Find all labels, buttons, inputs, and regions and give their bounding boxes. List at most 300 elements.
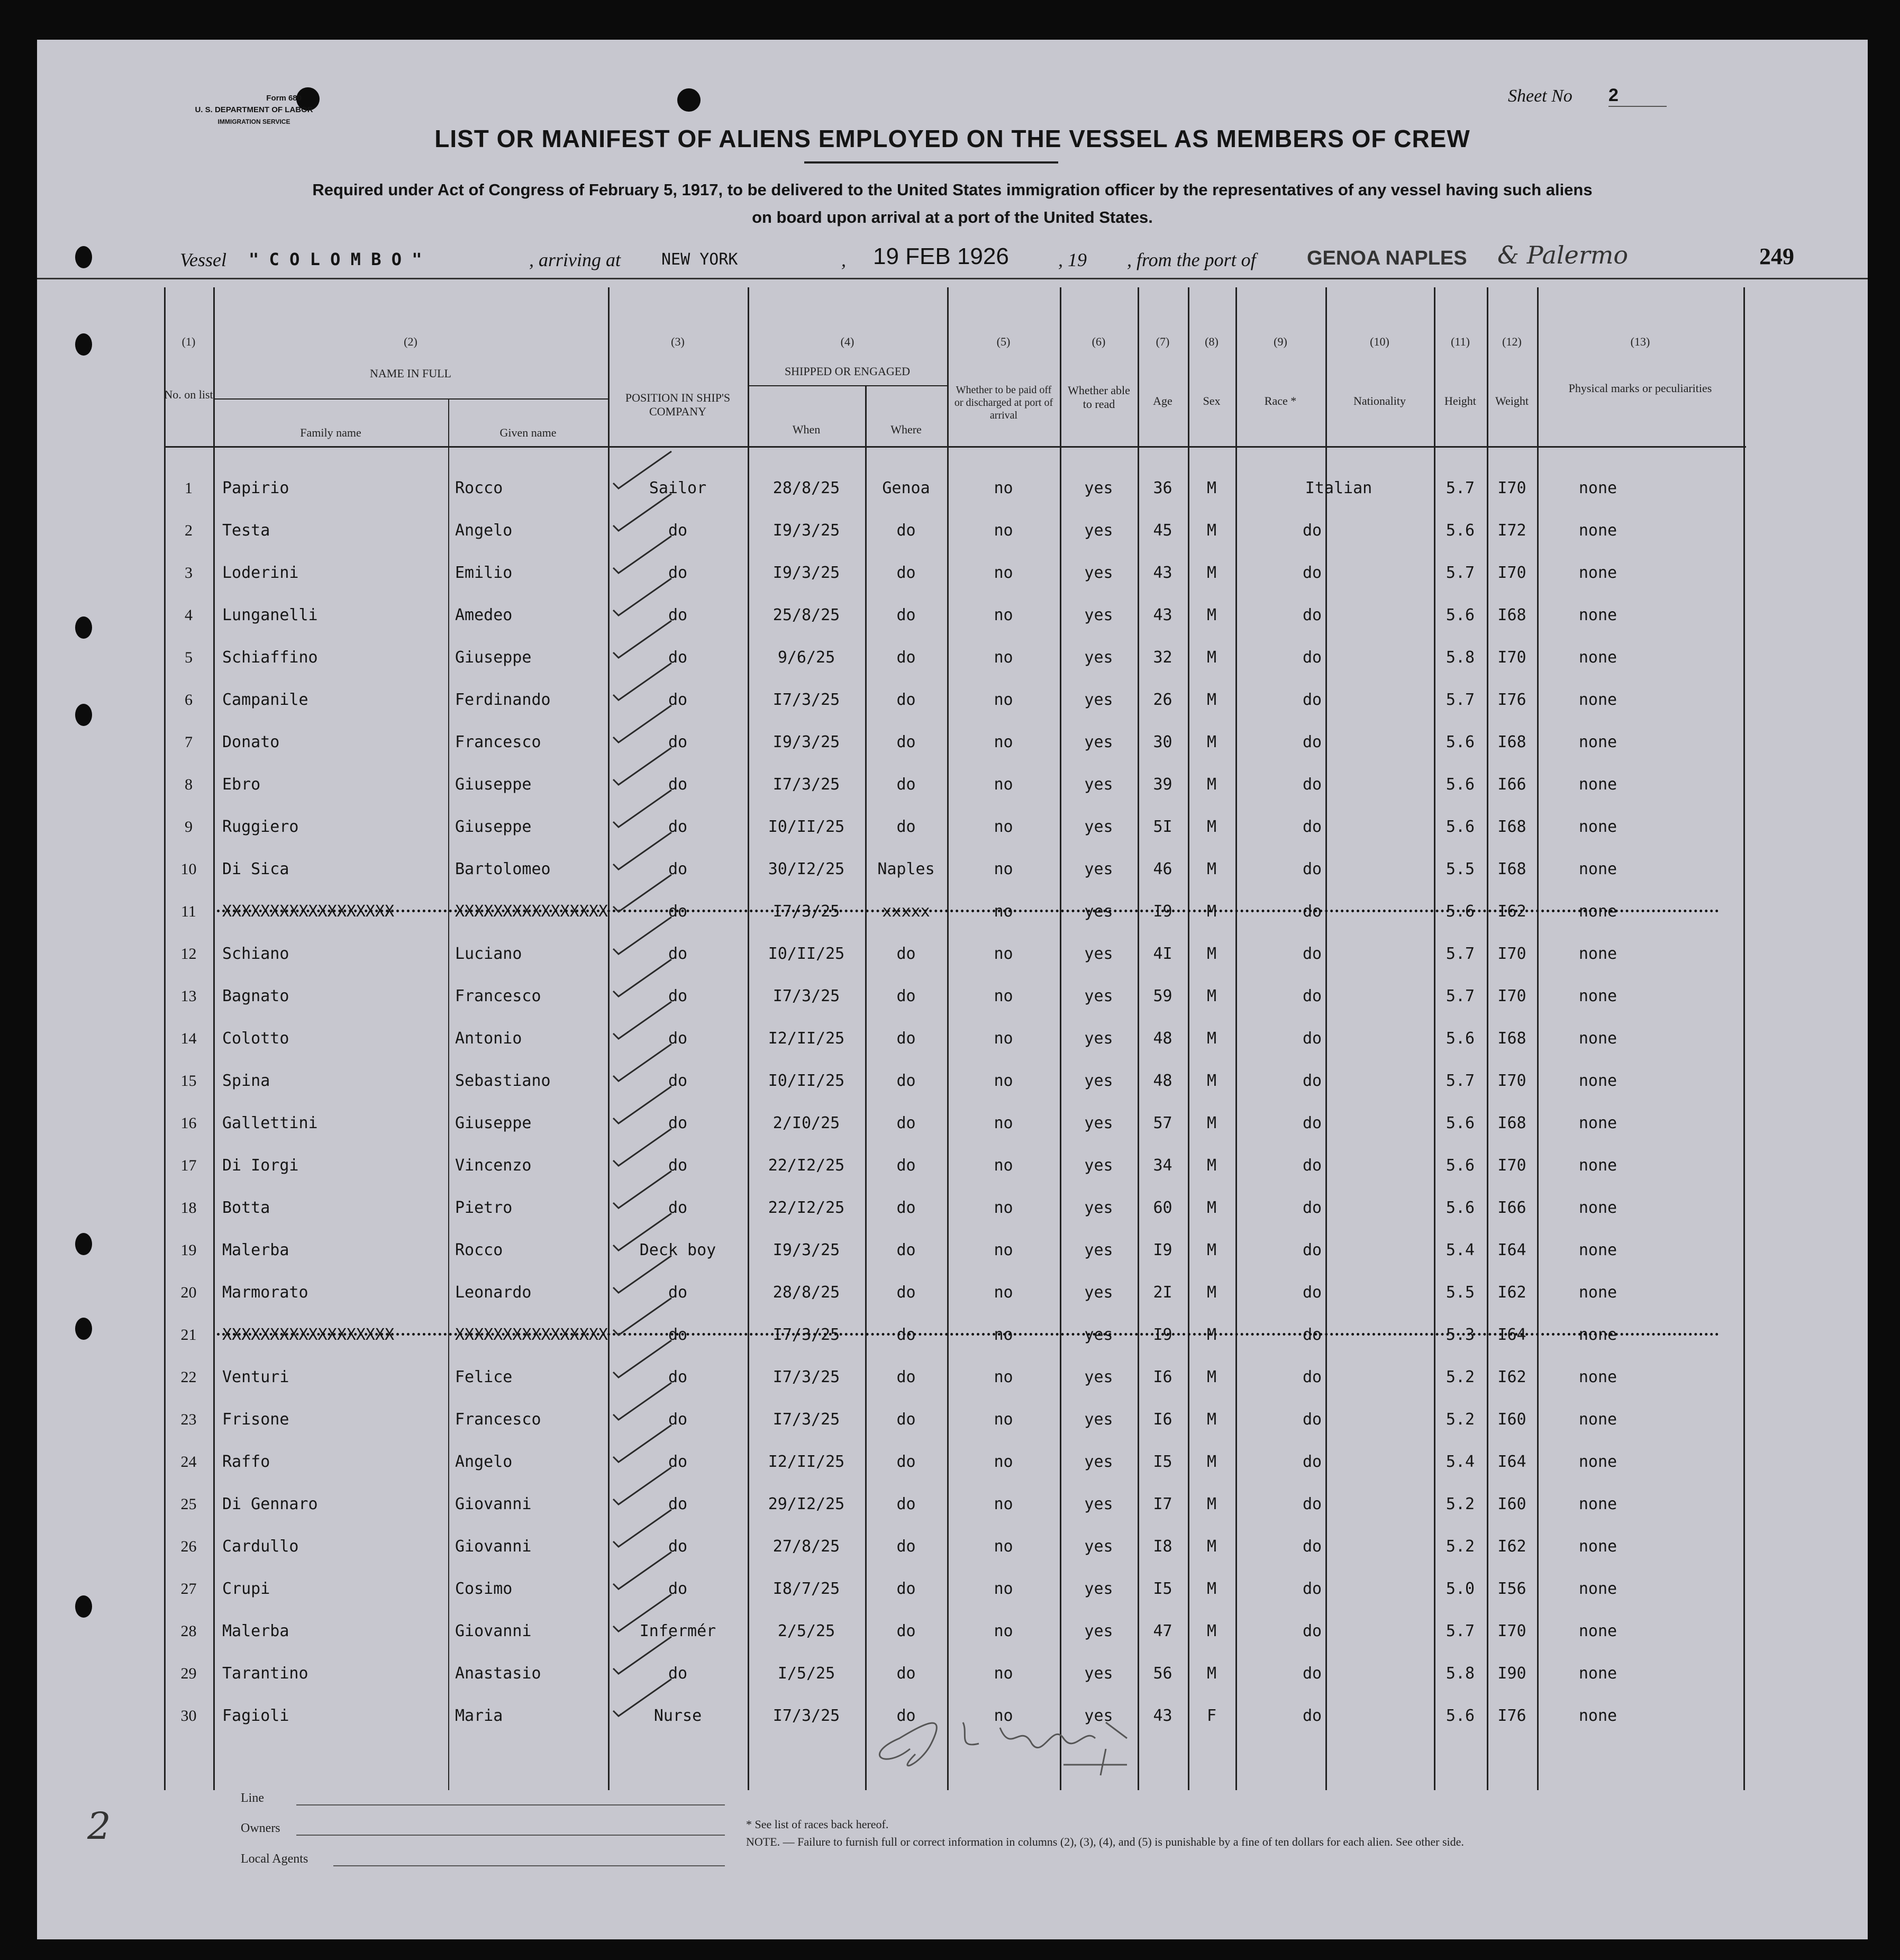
family-name: Papirio [222,479,289,497]
able-to-read: yes [1084,691,1113,709]
physical-marks: none [1578,1453,1617,1471]
family-name: Spina [222,1072,270,1090]
physical-marks: none [1578,987,1617,1005]
shipped-where: do [896,1495,916,1513]
physical-marks: none [1578,1707,1617,1725]
physical-marks: none [1578,1156,1617,1175]
sex: M [1206,648,1217,667]
weight: I64 [1497,1241,1526,1259]
paid-off: no [994,818,1013,836]
race: do [1302,1283,1322,1302]
physical-marks: none [1578,606,1617,624]
paid-off: no [994,1410,1013,1429]
physical-marks: none [1578,1580,1617,1598]
position: do [668,1072,688,1090]
able-to-read: yes [1084,775,1113,794]
from-label: , from the port of [1127,249,1256,270]
height: 5.3 [1446,1326,1475,1344]
age: 45 [1153,521,1172,540]
weight: I66 [1497,775,1526,794]
row-number: 28 [180,1622,197,1640]
footer-owners-rule [296,1835,725,1836]
shipped-where: do [896,606,916,624]
family-name: Malerba [222,1622,289,1640]
race: do [1302,1156,1322,1175]
able-to-read: yes [1084,1580,1113,1598]
row-number: 7 [185,733,193,751]
given-name: Amedeo [455,606,513,624]
row-number: 3 [185,564,193,582]
age: 56 [1153,1664,1172,1683]
shipped-when: 2/I0/25 [772,1114,840,1132]
position: do [668,691,688,709]
colnum-10: (10) [1370,335,1389,348]
table-row [164,510,1746,552]
table-row [164,637,1746,679]
row-number: 18 [180,1199,197,1217]
shipped-where: do [896,775,916,794]
height: 5.2 [1446,1537,1475,1556]
given-name: Antonio [455,1029,522,1048]
family-name: Di Sica [222,860,289,878]
position: do [668,1368,688,1386]
shipped-when: 2/5/25 [777,1622,835,1640]
position: Infermér [639,1622,716,1640]
crew-table [164,287,1746,1790]
shipped-when: 9/6/25 [777,648,835,667]
position: do [668,1029,688,1048]
colnum-1: (1) [181,335,196,348]
given-name: Felice [455,1368,513,1386]
sex: M [1206,1410,1217,1429]
race: do [1302,733,1322,751]
shipped-when: I2/II/25 [768,1453,845,1471]
sheet-label: Sheet No [1508,86,1572,106]
physical-marks: none [1578,564,1617,582]
family-name: Schiano [222,945,289,963]
shipped-when: I7/3/25 [772,1707,840,1725]
date-prefix: , [841,249,846,270]
age: 5I [1153,818,1172,836]
table-row [164,933,1746,975]
able-to-read: yes [1084,648,1113,667]
footer-agents-rule [333,1865,725,1866]
sex: M [1206,1368,1217,1386]
weight: I70 [1497,1072,1526,1090]
row-number: 19 [180,1241,197,1259]
header-age: Age [1153,394,1172,407]
race: do [1302,1622,1322,1640]
able-to-read: yes [1084,521,1113,540]
age: 43 [1153,564,1172,582]
age: 60 [1153,1199,1172,1217]
weight: I62 [1497,1537,1526,1556]
header-paid-off: Whether to be paid off or discharged at port of arrival [954,384,1053,421]
age: 34 [1153,1156,1172,1175]
physical-marks: none [1578,775,1617,794]
colnum-3: (3) [671,335,685,348]
shipped-where: do [896,1580,916,1598]
paid-off: no [994,648,1013,667]
given-name: Sebastiano [455,1072,551,1090]
table-row [164,594,1746,637]
age: I8 [1153,1537,1172,1556]
race: do [1302,1664,1322,1683]
paid-off: no [994,987,1013,1005]
weight: I66 [1497,1199,1526,1217]
shipped-where: do [896,1156,916,1175]
check-mark [613,536,671,573]
shipped-where: Genoa [882,479,930,497]
shipped-where: do [896,1326,916,1344]
race: do [1302,818,1322,836]
weight: I70 [1497,987,1526,1005]
family-name: Raffo [222,1453,270,1471]
able-to-read: yes [1084,1072,1113,1090]
able-to-read: yes [1084,1199,1113,1217]
family-name: Schiaffino [222,648,318,667]
check-mark [613,1171,671,1208]
race: do [1302,606,1322,624]
sex: M [1206,606,1217,624]
check-mark [613,1594,671,1631]
age: I9 [1153,1241,1172,1259]
row-number: 26 [180,1538,197,1555]
weight: I62 [1497,1283,1526,1302]
footer-owners-label: Owners [241,1821,280,1835]
shipped-where: do [896,987,916,1005]
family-name: Malerba [222,1241,289,1259]
paid-off: no [994,1114,1013,1132]
given-name: Maria [455,1707,503,1725]
physical-marks: none [1578,1326,1617,1344]
signature-scribble [831,1691,1254,1796]
race: do [1302,902,1322,921]
shipped-where: Naples [877,860,935,878]
shipped-when: I9/3/25 [772,564,840,582]
weight: I70 [1497,648,1526,667]
check-mark [613,578,671,615]
race: do [1302,564,1322,582]
footer-line-rule [296,1804,725,1805]
sex: M [1206,1622,1217,1640]
header-shipped: SHIPPED OR ENGAGED [784,365,911,378]
table-row [164,1187,1746,1229]
paid-off: no [994,1241,1013,1259]
physical-marks: none [1578,1537,1617,1556]
shipped-where: do [896,1029,916,1048]
given-name: Emilio [455,564,513,582]
given-name: Bartolomeo [455,860,551,878]
position: do [668,1410,688,1429]
age: 46 [1153,860,1172,878]
check-mark [613,1129,671,1166]
race: do [1302,1495,1322,1513]
weight: I68 [1497,818,1526,836]
date-stamp: 19 FEB 1926 [873,243,1009,269]
height: 5.6 [1446,1199,1475,1217]
family-name: Colotto [222,1029,289,1048]
height: 5.0 [1446,1580,1475,1598]
physical-marks: none [1578,1029,1617,1048]
able-to-read: yes [1084,987,1113,1005]
binder-hole [75,1233,92,1255]
able-to-read: yes [1084,1453,1113,1471]
paid-off: no [994,1537,1013,1556]
age: 57 [1153,1114,1172,1132]
physical-marks: none [1578,1368,1617,1386]
paid-off: no [994,1707,1013,1725]
footer-race-note: * See list of races back hereof. [746,1818,889,1831]
binder-hole [75,704,92,726]
binder-hole [75,616,92,639]
age: 43 [1153,606,1172,624]
weight: I64 [1497,1453,1526,1471]
title-underline [804,161,1058,164]
binder-hole [75,333,92,356]
colnum-5: (5) [996,335,1011,348]
check-mark [613,1086,671,1123]
family-name: Tarantino [222,1664,308,1683]
shipped-when: I7/3/25 [772,902,840,921]
race: do [1302,775,1322,794]
age: 48 [1153,1072,1172,1090]
position: Sailor [649,479,707,497]
row-number: 27 [180,1580,197,1598]
check-mark [613,1213,671,1250]
paid-off: no [994,1029,1013,1048]
position: do [668,1156,688,1175]
header-nationality: Nationality [1353,394,1406,407]
family-name: Lunganelli [222,606,318,624]
race: do [1302,1453,1322,1471]
position: do [668,775,688,794]
sex: M [1206,1029,1217,1048]
given-name: Rocco [455,1241,503,1259]
family-name: Cardullo [222,1537,299,1556]
row-number: 10 [180,860,197,878]
sheet-number: 2 [1608,85,1667,107]
shipped-where: do [896,945,916,963]
weight: I56 [1497,1580,1526,1598]
height: 5.5 [1446,860,1475,878]
shipped-where: do [896,1283,916,1302]
shipped-when: 22/I2/25 [768,1156,845,1175]
shipped-where: do [896,1453,916,1471]
age: I6 [1153,1410,1172,1429]
position: do [668,1199,688,1217]
shipped-when: I/5/25 [777,1664,835,1683]
shipped-where: do [896,1368,916,1386]
check-marks [608,446,748,1790]
table-row [164,1526,1746,1568]
height: 5.6 [1446,775,1475,794]
paid-off: no [994,1495,1013,1513]
position: do [668,860,688,878]
check-mark [613,1044,671,1081]
able-to-read: yes [1084,945,1113,963]
physical-marks: none [1578,1199,1617,1217]
paid-off: no [994,1199,1013,1217]
sex: M [1206,945,1217,963]
shipped-where: do [896,1410,916,1429]
weight: I76 [1497,1707,1526,1725]
binder-hole [75,1595,92,1618]
sex: M [1206,775,1217,794]
row-number: 11 [181,903,196,920]
height: 5.8 [1446,1664,1475,1683]
form-id-block [175,93,333,128]
able-to-read: yes [1084,1622,1113,1640]
position: do [668,564,688,582]
shipped-where: do [896,1241,916,1259]
check-mark [613,1552,671,1589]
paid-off: no [994,564,1013,582]
race: do [1302,987,1322,1005]
shipped-where: do [896,1664,916,1683]
family-name: Di Gennaro [222,1495,318,1513]
race: do [1302,1326,1322,1344]
colnum-2: (2) [404,335,417,348]
sex: M [1206,1241,1217,1259]
physical-marks: none [1578,1664,1617,1683]
shipped-when: I9/3/25 [772,521,840,540]
race: do [1302,691,1322,709]
row-number: 16 [180,1114,197,1132]
family-name: Donato [222,733,280,751]
position: do [668,1537,688,1556]
able-to-read: yes [1084,1326,1113,1344]
row-number: 30 [180,1707,197,1725]
position: do [668,987,688,1005]
family-name: Ebro [222,775,261,794]
shipped-when: I8/7/25 [772,1580,840,1598]
given-name: Anastasio [455,1664,541,1683]
race: do [1302,648,1322,667]
family-name: Marmorato [222,1283,308,1302]
paid-off: no [994,1156,1013,1175]
age: 47 [1153,1622,1172,1640]
shipped-where: do [896,521,916,540]
given-name: Rocco [455,479,503,497]
table-row [164,552,1746,594]
check-mark [613,832,671,869]
height: 5.7 [1446,945,1475,963]
shipped-when: I7/3/25 [772,987,840,1005]
given-name: XXXXXXXXXXXXXXXX [455,1326,608,1344]
colnum-9: (9) [1274,335,1287,348]
table-row [164,1229,1746,1272]
weight: I70 [1497,564,1526,582]
header-sex: Sex [1203,394,1221,407]
check-mark [613,705,671,742]
family-name: Testa [222,521,270,540]
race: do [1302,1707,1322,1725]
table-row [164,1483,1746,1526]
height: 5.8 [1446,648,1475,667]
physical-marks: none [1578,860,1617,878]
paid-off: no [994,479,1013,497]
header-weight: Weight [1495,394,1529,407]
sex: M [1206,733,1217,751]
family-name: Venturi [222,1368,289,1386]
shipped-where: do [896,1622,916,1640]
table-row [164,1653,1746,1695]
family-name: Botta [222,1199,270,1217]
height: 5.7 [1446,1622,1475,1640]
given-name: Angelo [455,521,513,540]
sex: M [1206,564,1217,582]
family-name: XXXXXXXXXXXXXXXXXX [222,1326,395,1344]
row-number: 23 [180,1411,197,1428]
given-name: Angelo [455,1453,513,1471]
position: do [668,733,688,751]
weight: I60 [1497,1495,1526,1513]
shipped-when: I2/II/25 [768,1029,845,1048]
race: do [1302,1580,1322,1598]
position: do [668,1495,688,1513]
given-name: Luciano [455,945,522,963]
weight: I72 [1497,521,1526,540]
colnum-8: (8) [1205,335,1219,348]
shipped-where: xxxxx [882,902,930,921]
weight: I62 [1497,1368,1526,1386]
sex: M [1206,1664,1217,1683]
weight: I70 [1497,1622,1526,1640]
family-name: Di Iorgi [222,1156,299,1175]
height: 5.2 [1446,1495,1475,1513]
row-number: 20 [180,1284,197,1301]
able-to-read: yes [1084,606,1113,624]
row-number: 2 [185,522,193,539]
position: do [668,1283,688,1302]
table-row-struck [164,891,1746,933]
able-to-read: yes [1084,1368,1113,1386]
footer-agents-label: Local Agents [241,1852,308,1866]
given-name: Cosimo [455,1580,513,1598]
paid-off: no [994,1368,1013,1386]
sex: M [1206,521,1217,540]
vessel-rule [37,278,1868,279]
row-number: 21 [180,1326,197,1344]
sex: M [1206,1199,1217,1217]
shipped-when: I0/II/25 [768,1072,845,1090]
shipped-when: I0/II/25 [768,818,845,836]
family-name: Crupi [222,1580,270,1598]
race: do [1302,521,1322,540]
race: do [1302,1368,1322,1386]
paid-off: no [994,733,1013,751]
header-no-on-list: No. on list [164,388,213,401]
height: 5.6 [1446,902,1475,921]
shipped-where: do [896,1114,916,1132]
row-number: 12 [180,945,197,963]
physical-marks: none [1578,479,1617,497]
able-to-read: yes [1084,1283,1113,1302]
weight: I90 [1497,1664,1526,1683]
check-mark [613,451,671,488]
weight: I68 [1497,860,1526,878]
able-to-read: yes [1084,479,1113,497]
sex: M [1206,818,1217,836]
check-mark [613,494,671,531]
table-row-struck [164,1314,1746,1356]
given-name: Leonardo [455,1283,532,1302]
able-to-read: yes [1084,733,1113,751]
binder-hole [75,246,92,268]
age: I6 [1153,1368,1172,1386]
shipped-when: I7/3/25 [772,691,840,709]
